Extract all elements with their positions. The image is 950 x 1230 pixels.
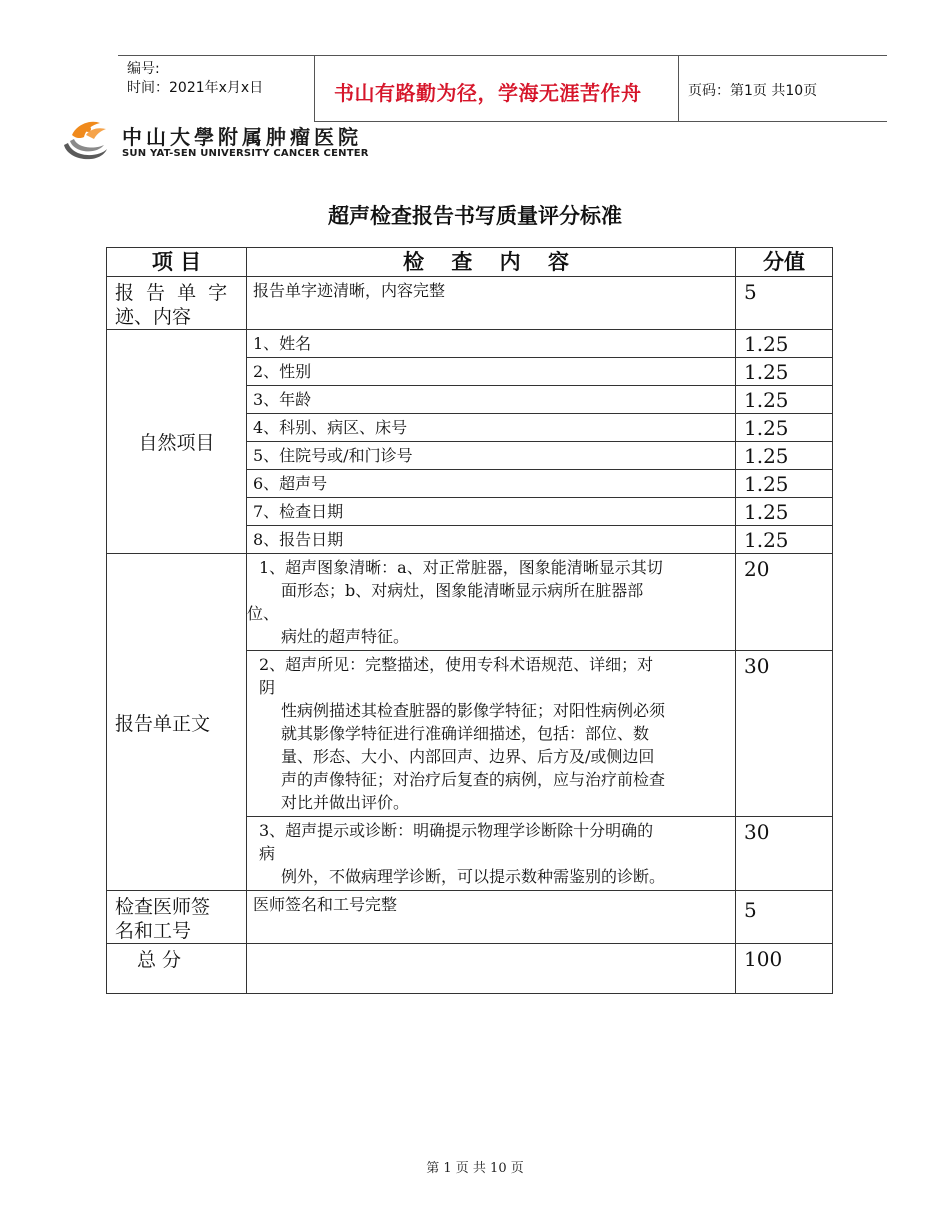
score-value: 1.25: [744, 388, 789, 412]
subitem-score: [736, 414, 833, 442]
score-value: 1.25: [744, 500, 789, 524]
item-text: 报告单正文: [115, 712, 211, 735]
subitem-score: [736, 470, 833, 498]
row-score: [736, 277, 833, 330]
serial-number-label: 编号:: [127, 61, 160, 77]
item-line: 报 告 单 字: [115, 282, 231, 304]
subitem-score: [736, 498, 833, 526]
header-bottom-rule: [314, 121, 887, 122]
table-header-row: [107, 248, 833, 277]
content-line: 声的声像特征；对治疗后复查的病例，应与治疗前检查: [281, 770, 666, 789]
content-text: 4、科别、病区、床号: [253, 418, 408, 437]
row-item-doctor: [107, 891, 247, 944]
content-line: 就其影像学特征进行准确详细描述，包括：部位、数: [281, 724, 650, 743]
document-title: 超声检查报告书写质量评分标准: [328, 204, 622, 228]
score-value: 20: [744, 557, 770, 581]
content-line: 阴: [259, 678, 276, 697]
content-line: 性病例描述其检查脏器的影像学特征；对阳性病例必须: [281, 701, 666, 720]
score-value: 1.25: [744, 444, 789, 468]
header-score: [736, 248, 833, 277]
content-line: 3、超声提示或诊断：明确提示物理学诊断除十分明确的: [259, 821, 654, 840]
subitem-content: [247, 498, 736, 526]
subitem-content: [247, 817, 736, 891]
content-line: 面形态；b、对病灶，图象能清晰显示病所在脏器部: [281, 581, 644, 600]
row-content: [247, 944, 736, 994]
subitem-score: [736, 386, 833, 414]
row-score: [736, 891, 833, 944]
header-page-info: 页码：第1页 共10页: [688, 83, 818, 99]
content-text: 医师签名和工号完整: [253, 895, 398, 914]
subitem-content: [247, 554, 736, 651]
subitem-content: [247, 414, 736, 442]
subitem-score: [736, 442, 833, 470]
header-top-rule: [118, 55, 887, 56]
table-row: [107, 944, 833, 994]
content-text: 7、检查日期: [253, 502, 344, 521]
score-value: 5: [744, 280, 757, 304]
table-row: [107, 330, 833, 358]
content-line: 例外，不做病理学诊断，可以提示数种需鉴别的诊断。: [281, 867, 666, 886]
score-value: 1.25: [744, 332, 789, 356]
date-label: 时间：2021年x月x日: [127, 80, 264, 96]
row-item-body: [107, 554, 247, 891]
score-value: 1.25: [744, 360, 789, 384]
hospital-name-cn: 中山大學附属肿瘤医院: [122, 125, 362, 149]
score-value: 5: [744, 898, 757, 922]
content-text: 3、年龄: [253, 390, 312, 409]
score-value: 30: [744, 820, 770, 844]
content-text: 2、性别: [253, 362, 312, 381]
header-item-text: 项 目: [151, 249, 202, 274]
content-line: 位、: [247, 604, 280, 623]
row-content: [247, 891, 736, 944]
row-item-total: [107, 944, 247, 994]
hospital-logo: [60, 115, 369, 167]
subitem-score: [736, 651, 833, 817]
content-text: 报告单字迹清晰，内容完整: [253, 281, 446, 300]
subitem-content: [247, 330, 736, 358]
score-value: 30: [744, 654, 770, 678]
page-footer: 第 1 页 共 10 页: [426, 1161, 524, 1176]
item-text: 总 分: [137, 949, 182, 971]
header-content-text: 检 查 内 容: [403, 249, 579, 274]
subitem-content: [247, 386, 736, 414]
content-text: 1、姓名: [253, 334, 312, 353]
subitem-score: [736, 526, 833, 554]
item-text: 自然项目: [138, 432, 215, 454]
hospital-name-en: SUN YAT-SEN UNIVERSITY CANCER CENTER: [122, 148, 369, 159]
table-row: [107, 891, 833, 944]
subitem-content: [247, 358, 736, 386]
item-line: 名和工号: [115, 920, 192, 942]
header-item: [107, 248, 247, 277]
scoring-table: [106, 247, 833, 994]
content-line: 病: [259, 844, 276, 863]
row-score: [736, 944, 833, 994]
content-line: 量、形态、大小、内部回声、边界、后方及/或侧边回: [281, 747, 655, 766]
subitem-score: [736, 330, 833, 358]
content-line: 对比并做出评价。: [281, 793, 410, 812]
header-score-text: 分值: [763, 249, 805, 274]
score-value: 1.25: [744, 416, 789, 440]
item-line: 迹、内容: [115, 306, 192, 328]
subitem-score: [736, 554, 833, 651]
score-value: 100: [744, 947, 783, 971]
header-divider-right: [678, 55, 679, 122]
subitem-score: [736, 817, 833, 891]
header-content: [247, 248, 736, 277]
subitem-content: [247, 470, 736, 498]
content-line: 2、超声所见：完整描述，使用专科术语规范、详细；对: [259, 655, 654, 674]
subitem-content: [247, 526, 736, 554]
row-item-handwriting: [107, 277, 247, 330]
content-line: 病灶的超声特征。: [281, 627, 410, 646]
subitem-score: [736, 358, 833, 386]
subitem-content: [247, 651, 736, 817]
row-content: [247, 277, 736, 330]
score-value: 1.25: [744, 472, 789, 496]
item-line: 检查医师签: [115, 896, 211, 918]
content-text: 5、住院号或/和门诊号: [253, 446, 413, 465]
hospital-emblem-icon: [60, 115, 110, 165]
content-line: 1、超声图象清晰：a、对正常脏器，图象能清晰显示其切: [259, 558, 663, 577]
table-row: [107, 277, 833, 330]
row-item-natural: [107, 330, 247, 554]
score-value: 1.25: [744, 528, 789, 552]
header-motto: 书山有路勤为径，学海无涯苦作舟: [334, 81, 642, 105]
content-text: 6、超声号: [253, 474, 328, 493]
table-row: [107, 554, 833, 651]
subitem-content: [247, 442, 736, 470]
header-divider-left: [314, 55, 315, 122]
content-text: 8、报告日期: [253, 530, 344, 549]
